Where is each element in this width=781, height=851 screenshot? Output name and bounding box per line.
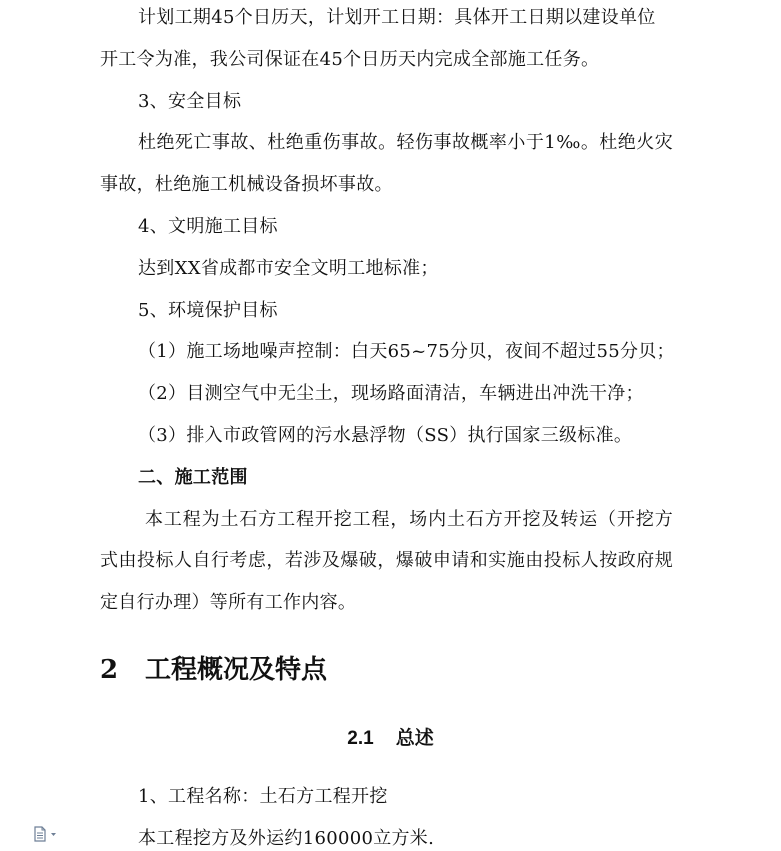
paragraph-line: 本工程挖方及外运约160000立方米.	[138, 828, 435, 849]
list-item: （1）施工场地噪声控制：白天65~75分贝，夜间不超过55分贝；	[138, 341, 675, 362]
paragraph-line: 杜绝死亡事故、杜绝重伤事故。轻伤事故概率小于1‰。杜绝火灾	[138, 132, 673, 153]
chapter-title: 工程概况及特点	[145, 655, 328, 685]
chapter-heading	[100, 654, 327, 686]
subsection-heading: 二、施工范围	[138, 467, 248, 488]
list-item: 1、工程名称：土石方工程开挖	[138, 786, 388, 807]
list-heading: 4、文明施工目标	[138, 216, 278, 237]
document-icon	[34, 826, 64, 842]
list-item: （2）目测空气中无尘土，现场路面清洁，车辆进出冲洗干净；	[138, 383, 644, 404]
paste-options-button[interactable]	[34, 826, 64, 842]
paragraph-line: 本工程为土石方工程开挖工程，场内土石方开挖及转运（开挖方	[145, 509, 673, 530]
paragraph-line: 开工令为准，我公司保证在45个日历天内完成全部施工任务。	[100, 49, 600, 70]
list-heading: 3、安全目标	[138, 91, 242, 112]
paragraph-line: 式由投标人自行考虑，若涉及爆破，爆破申请和实施由投标人按政府规	[100, 550, 673, 571]
caret-down-icon	[51, 833, 56, 836]
paragraph-line: 计划工期45个日历天，计划开工日期：具体开工日期以建设单位	[138, 7, 656, 28]
paragraph-line: 达到XX省成都市安全文明工地标准；	[138, 258, 439, 279]
section-heading	[0, 726, 781, 751]
paragraph-line: 事故，杜绝施工机械设备损坏事故。	[100, 174, 393, 195]
chapter-number: 2	[100, 655, 119, 685]
section-title: 总述	[395, 727, 434, 749]
list-item: （3）排入市政管网的污水悬浮物（SS）执行国家三级标准。	[138, 425, 633, 446]
section-number: 2.1	[347, 728, 374, 749]
paragraph-line: 定自行办理）等所有工作内容。	[100, 592, 357, 613]
list-heading: 5、环境保护目标	[138, 300, 278, 321]
